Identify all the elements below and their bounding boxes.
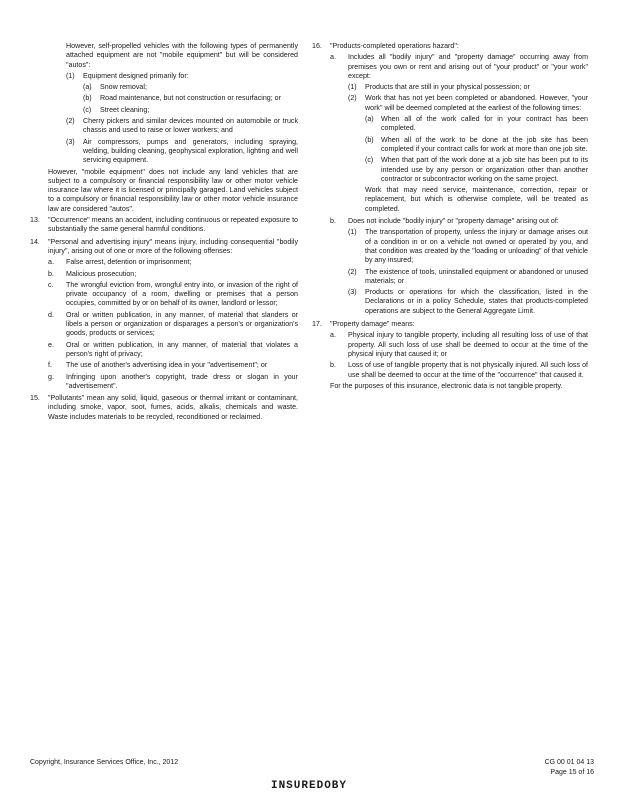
equipment-item-1b [30, 94, 298, 103]
form-number: CG 00 01 04 13 [544, 759, 594, 766]
right-column [312, 42, 588, 391]
item-label: (a) [83, 83, 92, 92]
equipment-item-3 [30, 138, 298, 166]
item-text: Malicious prosecution; [66, 269, 137, 278]
definition-17 [312, 320, 588, 329]
item-text: Physical injury to tangible property, including all resulting loss of use of that property. All such loss of use shall be deemed to occur at the time of the physical injury that caused it; or [348, 331, 588, 358]
item-text: Products that are still in your physical possession; or [365, 83, 530, 92]
item-text: Road maintenance, but not construction or resurfacing; or [100, 94, 281, 103]
definition-17-item-a [312, 331, 588, 359]
equipment-item-2 [30, 117, 298, 136]
item-text: Snow removal; [100, 83, 147, 92]
item-label: (1) [66, 71, 75, 80]
equipment-item-1 [30, 72, 298, 81]
item-label: (1) [348, 83, 357, 92]
definition-17-item-b [312, 361, 588, 380]
work-completion-note: Work that may need service, maintenance, correction, repair or replacement, but which is otherwise complete, will be treated as completed. [365, 186, 588, 213]
item-label: d. [48, 310, 54, 319]
item-label: b. [330, 217, 336, 226]
self-propelled-intro: However, self-propelled vehicles with the following types of permanently attached equipment are not "mobile equipment" but will be considered "autos": [66, 42, 298, 69]
item-label: (3) [348, 288, 357, 297]
section-text: "Products-completed operations hazard": [330, 42, 459, 50]
item-text: Infringing upon another's copyright, trade dress or slogan in your "advertisement". [66, 372, 298, 390]
definition-14-item-d [30, 311, 298, 339]
item-text: Equipment designed primarily for: [83, 71, 189, 80]
item-label: f. [48, 361, 52, 370]
definition-16-b-1 [312, 228, 588, 265]
item-label: g. [48, 372, 54, 381]
item-label: (1) [348, 228, 357, 237]
item-label: (a) [365, 115, 374, 124]
definition-16-b-2 [312, 268, 588, 287]
item-label: c. [48, 280, 54, 289]
item-text: Cherry pickers and similar devices mounted on automobile or truck chassis and used to raise or lower workers; and [83, 117, 298, 135]
item-label: e. [48, 340, 54, 349]
definition-14 [30, 238, 298, 257]
section-text: "Personal and advertising injury" means injury, including consequential "bodily injury", arising out of one or more of the following offenses: [48, 237, 298, 255]
definition-13 [30, 216, 298, 235]
item-label: a. [48, 258, 54, 267]
definition-15 [30, 394, 298, 422]
electronic-data-note: For the purposes of this insurance, electronic data is not tangible property. [330, 381, 563, 390]
item-text: The existence of tools, uninstalled equipment or abandoned or unused materials; or [365, 267, 588, 285]
section-number: 16. [312, 42, 322, 50]
section-text: "Property damage" means: [330, 320, 415, 329]
item-label: b. [330, 361, 336, 370]
item-text: The wrongful eviction from, wrongful entry into, or invasion of the right of private occupancy of a room, dwelling or premises that a person occupies, committed by or on behalf of its owner, landlord or lessor; [66, 280, 298, 308]
definition-14-item-e [30, 341, 298, 360]
section-number: 13. [30, 216, 40, 225]
item-text: When that part of the work done at a job site has been put to its intended use by any person or organization other than another contractor or subcontractor working on the same project. [381, 156, 588, 183]
definition-14-item-g [30, 373, 298, 392]
page-number: Page 15 of 16 [550, 769, 594, 776]
item-label: (3) [66, 137, 75, 146]
item-label: (c) [365, 156, 374, 165]
definition-16-a-2-c [312, 156, 588, 184]
section-number: 14. [30, 237, 40, 246]
item-label: (b) [365, 135, 374, 144]
equipment-item-1a [30, 83, 298, 92]
item-text: Products or operations for which the classification, listed in the Declarations or in a policy Schedule, states that products-completed operations are subject to the General Aggregate Limit. [365, 288, 588, 315]
definition-16-a-2-a [312, 115, 588, 134]
definition-14-item-a [30, 258, 298, 267]
item-text: The use of another's advertising idea in your "advertisement"; or [66, 361, 268, 370]
item-text: Loss of use of tangible property that is not physically injured. All such loss of use shall be deemed to occur at the time of the "occurrence" that caused it. [348, 361, 588, 379]
item-text: Air compressors, pumps and generators, including spraying, welding, building cleaning, geophysical exploration, lighting and well servicing equipment. [83, 137, 298, 165]
item-text: Includes all "bodily injury" and "property damage" occurring away from premises you own or rent and arising out of "your product" or "your work" except: [348, 53, 588, 80]
equipment-item-1c [30, 106, 298, 115]
item-label: (2) [348, 94, 357, 103]
definition-16-a-2 [312, 94, 588, 113]
item-label: a. [330, 331, 336, 340]
item-label: (b) [83, 94, 92, 103]
definition-16 [312, 42, 588, 51]
definition-14-item-f [30, 361, 298, 370]
item-text: Does not include "bodily injury" or "property damage" arising out of: [348, 217, 559, 226]
section-text: "Occurrence" means an accident, including continuous or repeated exposure to substantially the same general harmful conditions. [48, 216, 298, 234]
item-label: b. [48, 269, 54, 278]
definition-14-item-b [30, 270, 298, 279]
definition-16-item-b [312, 217, 588, 226]
item-label: (2) [348, 267, 357, 276]
left-column [30, 42, 298, 422]
item-text: Oral or written publication, in any manner, of material that slanders or libels a person or organization or disparages a person's or organization's goods, products or services; [66, 310, 298, 338]
section-number: 15. [30, 394, 40, 403]
section-text: "Pollutants" mean any solid, liquid, gaseous or thermal irritant or contaminant, including smoke, vapor, soot, fumes, acids, alkalis, chemicals and waste. Waste includes materials to be recycled, reconditioned or reclaimed. [48, 394, 298, 421]
item-text: False arrest, detention or imprisonment; [66, 258, 192, 267]
section-number: 17. [312, 320, 322, 329]
item-label: (c) [83, 105, 92, 114]
item-text: When all of the work to be done at the job site has been completed if your contract calls for work at more than one job site. [381, 135, 588, 153]
definition-16-b-3 [312, 288, 588, 316]
copyright-notice: Copyright, Insurance Services Office, Inc., 2012 [30, 759, 179, 766]
item-label: a. [330, 53, 336, 62]
mobile-equipment-exclusion: However, "mobile equipment" does not include any land vehicles that are subject to a compulsory or financial responsibility law or other motor vehicle insurance law where it is licensed or principally garaged. Land vehicles subject to a compulsory or financial responsibility law or other motor vehicle insurance law are considered "autos". [48, 167, 298, 213]
item-text: Street cleaning; [100, 105, 150, 114]
definition-14-item-c [30, 281, 298, 309]
item-text: Work that has not yet been completed or abandoned. However, "your work" will be deemed completed at the earliest of the following times: [365, 94, 588, 112]
definition-16-a-1 [312, 83, 588, 92]
item-text: When all of the work called for in your contract has been completed. [381, 115, 588, 133]
brand-watermark: INSUREDOBY [270, 780, 347, 792]
item-text: Oral or written publication, in any manner, of material that violates a person's right of privacy; [66, 340, 298, 358]
item-text: The transportation of property, unless the injury or damage arises out of a condition in or on a vehicle not owned or operated by you, and that condition was created by the "loading or unloading" of that vehicle by any insured; [365, 228, 588, 265]
definition-16-a-2-b [312, 136, 588, 155]
definition-16-item-a [312, 53, 588, 81]
item-label: (2) [66, 117, 75, 126]
